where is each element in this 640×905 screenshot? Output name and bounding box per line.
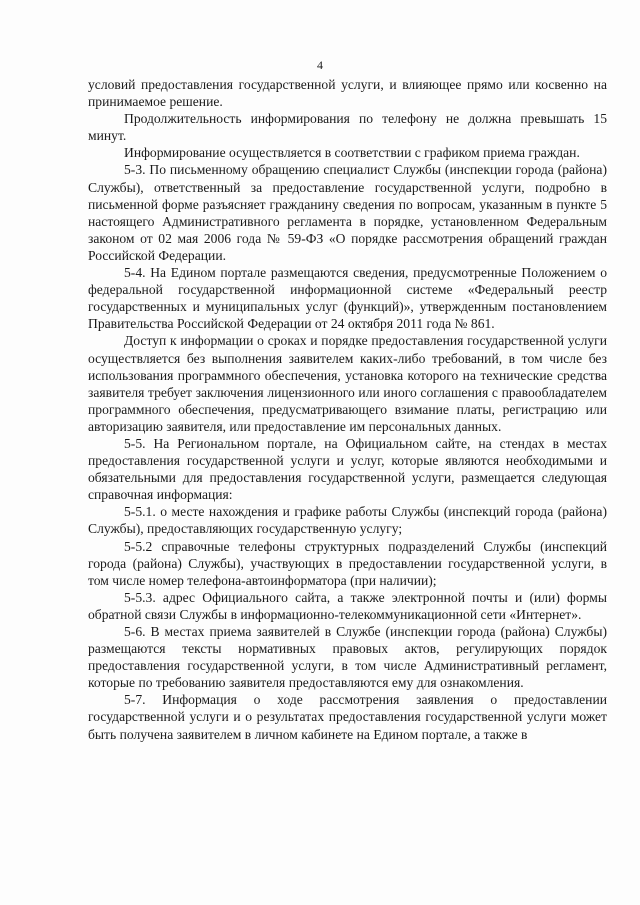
paragraph-5-7: 5-7. Информация о ходе рассмотрения заявления о предоставлении государственной услуги и о результатах предоставления государственной услуги может быть получена заявителем в личном кабинете на Едином портале, а также в [88, 692, 607, 742]
paragraph-5-6: 5-6. В местах приема заявителей в Службе (инспекции города (района) Службы) размещаются тексты нормативных правовых актов, регулирующих порядок предоставления государственной услуги, в том числе Административный регламент, которые по требованию заявителя предоставляются ему для ознакомления. [88, 624, 607, 691]
paragraph-continuation: условий предоставления государственной услуги, и влияющее прямо или косвенно на принимаемое решение. [88, 77, 607, 110]
document-body [88, 76, 607, 743]
paragraph-5-5-3: 5-5.3. адрес Официального сайта, а также электронной почты и (или) формы обратной связи Службы в информационно-телекоммуникационной сети «Интернет». [88, 589, 607, 622]
paragraph-5-5-2: 5-5.2 справочные телефоны структурных подразделений Службы (инспекций города (района) Службы), участвующих в предоставлении государственной услуги, в том числе номер телефона-автоинформатора (при наличии); [88, 538, 607, 588]
paragraph-access-info: Доступ к информации о сроках и порядке предоставления государственной услуги осуществляется без выполнения заявителем каких-либо требований, в том числе без использования программного обеспечения, установка которого на технические средства заявителя требует заключения лицензионного или иного соглашения с правообладателем программного обеспечения, предусматривающего взимание платы, регистрацию или авторизацию заявителя, или предоставление им персональных данных. [88, 333, 607, 434]
paragraph-5-4: 5-4. На Едином портале размещаются сведения, предусмотренные Положением о федеральной государственной информационной системе «Федеральный реестр государственных и муниципальных услуг (функций)», утвержденным постановлением Правительства Российской Федерации от 24 октября 2011 года № 861. [88, 265, 607, 332]
paragraph-schedule: Информирование осуществляется в соответствии с графиком приема граждан. [124, 145, 580, 161]
page-number: 4 [317, 58, 323, 72]
paragraph-5-3: 5-3. По письменному обращению специалист Службы (инспекции города (района) Службы), ответственный за предоставление государственной услуги, подробно в письменной форме разъясняет гражданину сведения по вопросам, указанным в пункте 5 настоящего Административного регламента в порядке, установленном Федеральным законом от 02 мая 2006 года № 59-ФЗ «О порядке рассмотрения обращений граждан Российской Федерации. [88, 162, 607, 263]
paragraph-5-5: 5-5. На Региональном портале, на Официальном сайте, на стендах в местах предоставления государственной услуги и услуг, которые являются необходимыми и обязательными для предоставления государственной услуги, размещается следующая справочная информация: [88, 435, 607, 503]
paragraph-5-5-1: 5-5.1. о месте нахождения и графике работы Службы (инспекций города (района) Службы), предоставляющих государственную услугу; [88, 504, 607, 537]
paragraph-phone-duration: Продолжительность информирования по телефону не должна превышать 15 минут. [88, 111, 607, 144]
